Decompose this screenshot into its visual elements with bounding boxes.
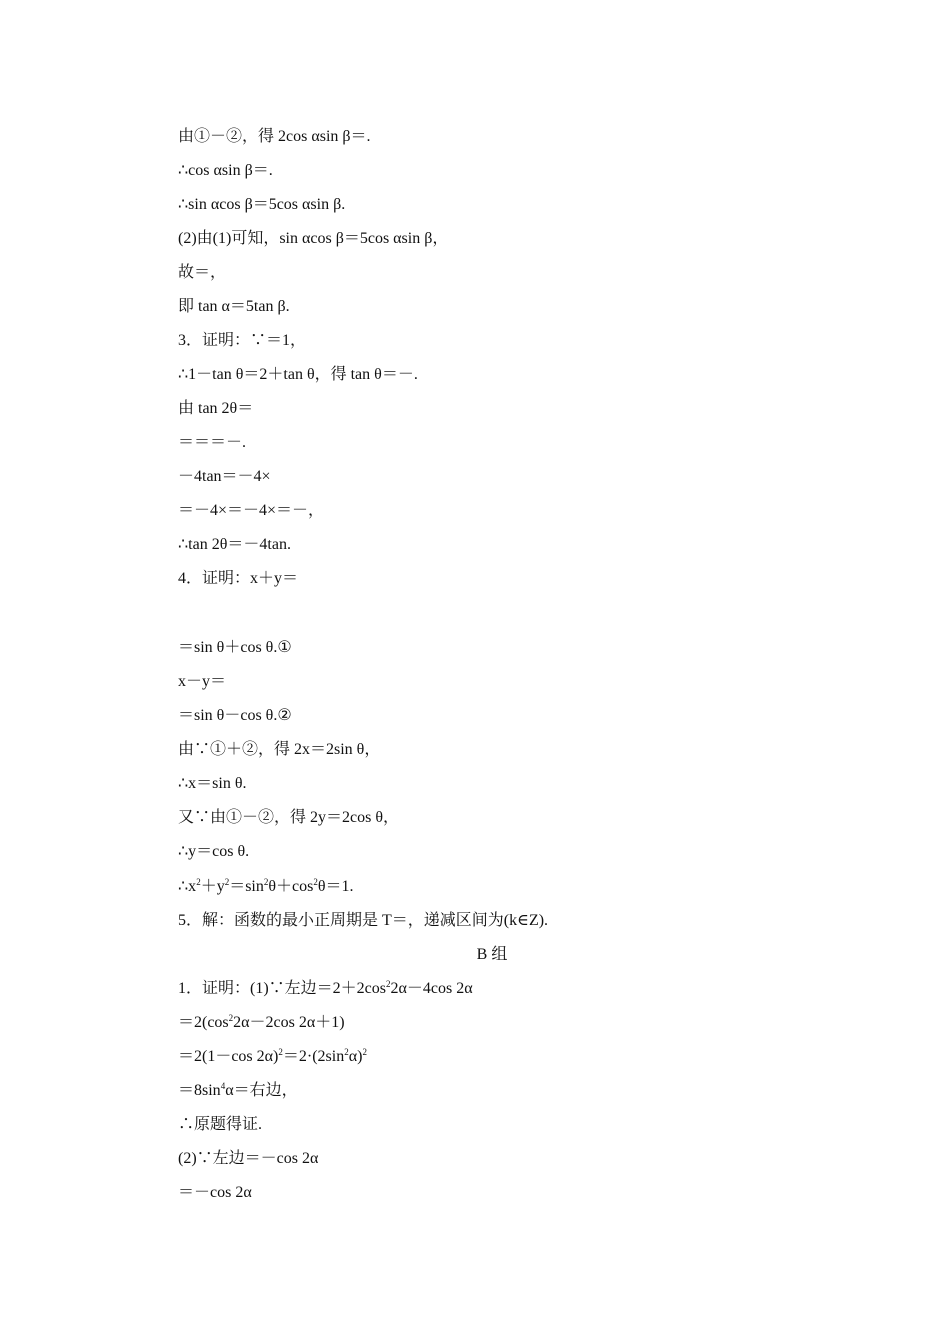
text-line: ∴原题得证. (178, 1116, 263, 1133)
text-line: $=8\sin^4\alpha=$右边， (178, 1081, 298, 1099)
text-line: 由 tan 2θ＝ (178, 400, 254, 417)
text-line: ∴1－tan θ＝2＋tan θ，得 tan θ＝－. (178, 366, 418, 383)
text-line: 3．证明：∵＝1， (178, 332, 307, 349)
text-line: (2)由(1)可知，sin αcos β＝5cos αsin β， (178, 230, 449, 247)
text-line: ∴sin αcos β＝5cos αsin β. (178, 196, 346, 213)
text-line: ∴x＝sin θ. (178, 775, 247, 792)
text-line: ∴tan 2θ＝－4tan. (178, 536, 291, 553)
text-line: ＝sin θ－cos θ.② (178, 707, 292, 724)
text-line: 又∵由①－②，得 2y＝2cos θ， (178, 809, 399, 826)
text-line: 由∵①＋②，得 2x＝2sin θ， (178, 741, 381, 758)
text-line: ∴y＝cos θ. (178, 843, 250, 860)
text-line: ＝－4×＝－4×＝－， (178, 502, 325, 519)
text-line: 4．证明：x＋y＝ (178, 570, 299, 587)
text-line: (2)∵左边＝－cos 2α (178, 1150, 319, 1167)
text-line: ＝＝＝－. (178, 434, 247, 451)
text-line: －4tan＝－4× (178, 468, 271, 485)
text-line: 即 tan α＝5tan β. (178, 298, 290, 315)
text-line: x－y＝ (178, 673, 227, 690)
text-line: ∴cos αsin β＝. (178, 162, 273, 179)
text-line: 由①－②，得 2cos αsin β＝. (178, 128, 371, 145)
text-line: ＝sin θ＋cos θ.① (178, 639, 292, 656)
text-line: 故＝， (178, 264, 227, 281)
text-line: $=2(\cos^22\alpha-2\cos$ 2α＋1) (178, 1013, 345, 1031)
section-heading: B 组 (476, 946, 508, 963)
text-line: ＝2(1－cos $2\alpha)^2=2\cdot(2\sin^2\alpha)^2$ (178, 1047, 367, 1065)
text-line: ＝－cos 2α (178, 1184, 252, 1201)
text-line: $\therefore x^2+y^2=\sin^2\theta+\cos^2\theta=1$. (178, 877, 354, 895)
text-line: 1．证明：(1)∵左边$=2+2\cos^22\alpha-4\cos$ 2α (178, 979, 473, 997)
text-line: 5．解：函数的最小正周期是 T＝，递减区间为(k∈Z). (178, 912, 549, 929)
